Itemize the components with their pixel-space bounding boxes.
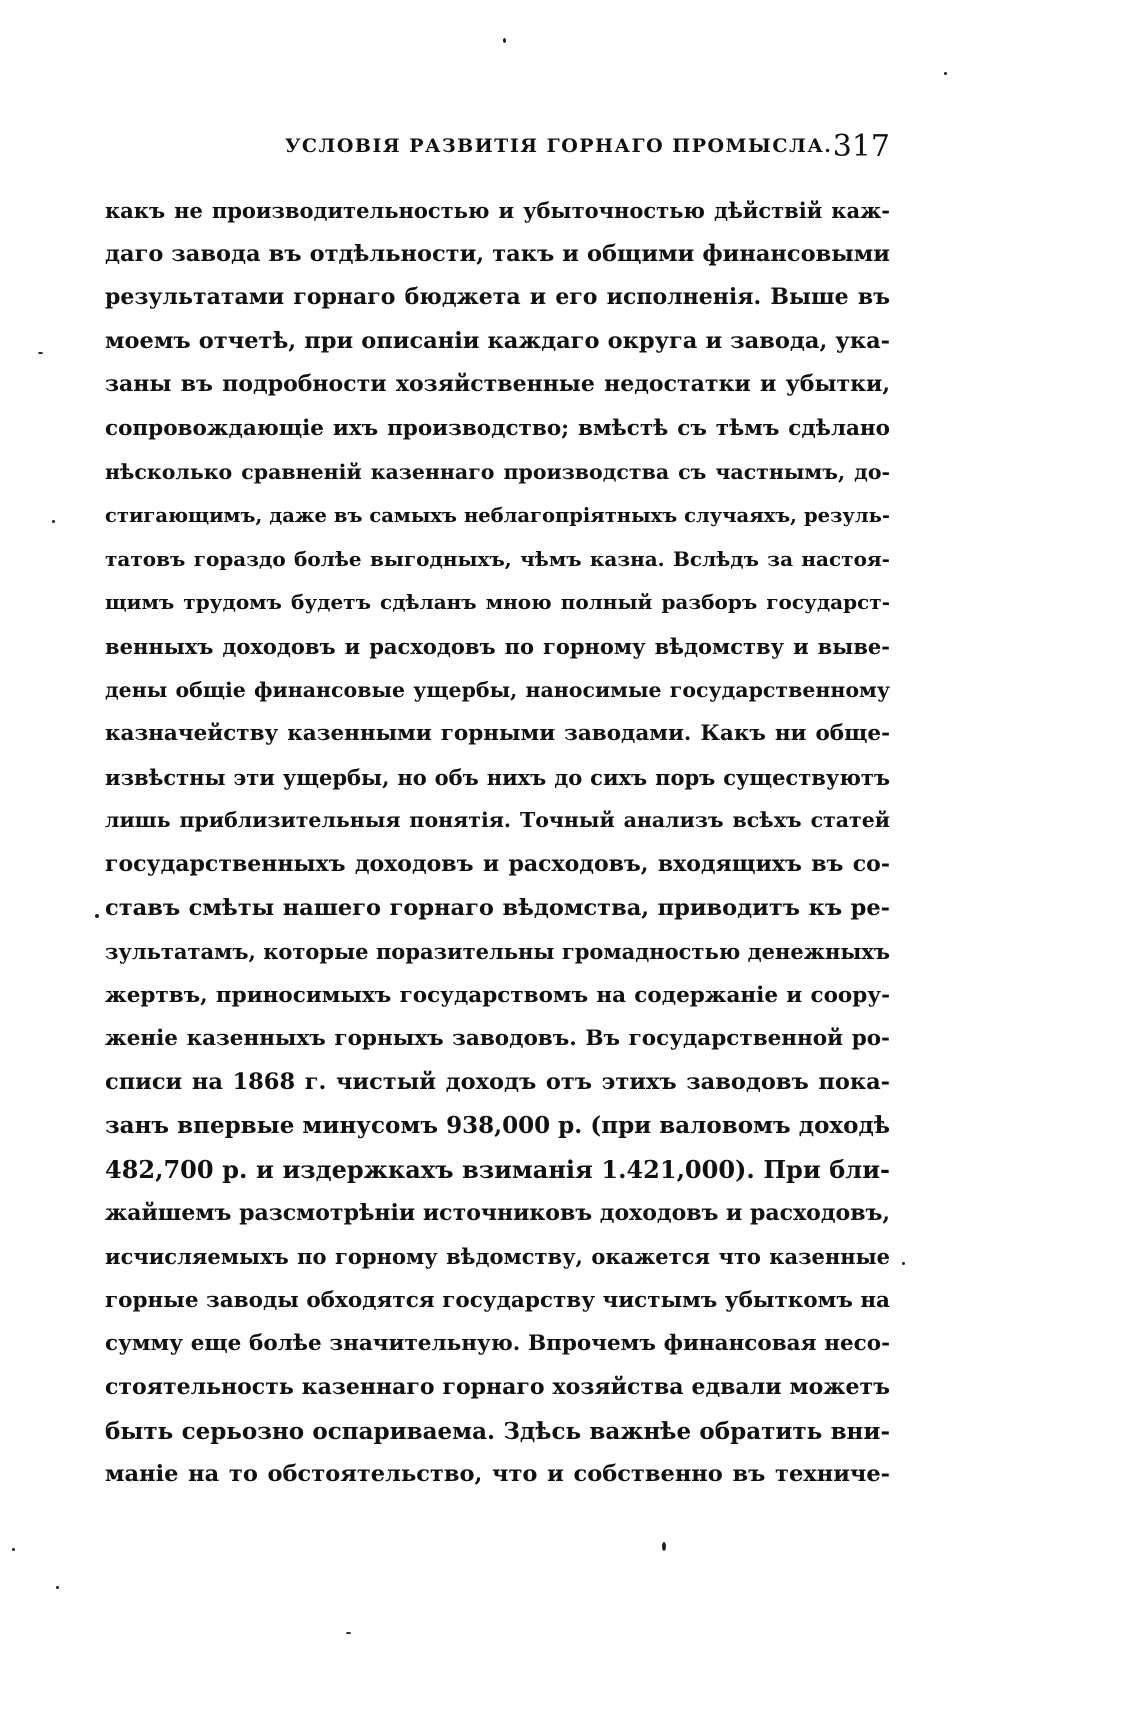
text-line: результатами горнаго бюджета и его исполненія. Выше въ <box>105 284 890 311</box>
text-line: горные заводы обходятся государству чистымъ убыткомъ на <box>105 1287 890 1313</box>
text-line: занъ впервые минусомъ 938,000 р. (при валовомъ доходѣ <box>105 1112 890 1140</box>
text-line: государственныхъ доходовъ и расходовъ, входящихъ въ со- <box>105 850 890 877</box>
text-line: венныхъ доходовъ и расходовъ по горному вѣдомству и выве- <box>105 633 890 659</box>
scan-speck <box>52 520 55 523</box>
scan-speck <box>944 72 947 75</box>
text-line: сумму еще болѣе значительную. Впрочемъ финансовая несо- <box>105 1331 890 1357</box>
text-line: женіе казенныхъ горныхъ заводовъ. Въ государственной ро- <box>105 1026 890 1052</box>
scan-speck <box>38 352 43 354</box>
scan-speck <box>662 1542 666 1551</box>
text-line: лишь приблизительныя понятія. Точный анализъ всѣхъ статей <box>105 808 890 833</box>
text-line: жертвъ, приносимыхъ государствомъ на содержаніе и соору- <box>105 982 890 1008</box>
text-line: татовъ гораздо болѣе выгодныхъ, чѣмъ казна. Вслѣдъ за настоя- <box>105 546 890 571</box>
text-line: извѣстны эти ущербы, но объ нихъ до сихъ поръ существуютъ <box>105 764 890 790</box>
text-line: 482,700 р. и издержкахъ взиманія 1.421,000). При бли- <box>105 1155 890 1185</box>
text-line: стигающимъ, даже въ самыхъ неблагопріятныхъ случаяхъ, резуль- <box>105 504 890 528</box>
running-title: УСЛОВІЯ РАЗВИТІЯ ГОРНАГО ПРОМЫСЛА. <box>285 135 833 157</box>
text-line: заны въ подробности хозяйственные недостатки и убытки, <box>105 371 890 398</box>
running-header <box>105 131 890 171</box>
text-line: быть серьозно оспариваема. Здѣсь важнѣе обратить вни- <box>105 1417 890 1445</box>
text-line: даго завода въ отдѣльности, такъ и общими финансовыми <box>105 240 890 267</box>
text-line: списи на 1868 г. чистый доходъ отъ этихъ заводовъ пока- <box>105 1068 890 1095</box>
text-line: какъ не производительностью и убыточностью дѣйствій каж- <box>105 198 890 223</box>
scan-speck <box>503 38 506 43</box>
text-line: маніе на то обстоятельство, что и собственно въ техниче- <box>105 1461 890 1488</box>
text-line: стоятельность казеннаго горнаго хозяйства едвали можетъ <box>105 1374 890 1401</box>
scan-speck <box>95 914 99 918</box>
scan-speck <box>902 1262 905 1265</box>
text-line: исчисляемыхъ по горному вѣдомству, окажется что казенные <box>105 1244 890 1270</box>
text-line: ставъ смѣты нашего горнаго вѣдомства, приводитъ къ ре- <box>105 894 890 921</box>
scan-speck <box>56 1586 59 1589</box>
text-line: дены общіе финансовые ущербы, наносимые государственному <box>105 677 890 702</box>
text-line: жайшемъ разсмотрѣніи источниковъ доходовъ и расходовъ, <box>105 1199 890 1226</box>
scan-speck <box>12 1548 15 1551</box>
text-line: казначейству казенными горными заводами. Какъ ни обще- <box>105 721 890 747</box>
text-line: нѣсколько сравненій казеннаго производства съ частнымъ, до- <box>105 459 890 484</box>
scan-speck <box>346 1632 351 1634</box>
text-line: сопровождающіе ихъ производство; вмѣстѣ съ тѣмъ сдѣлано <box>105 415 890 441</box>
text-line: моемъ отчетѣ, при описаніи каждаго округа и завода, ука- <box>105 327 890 354</box>
text-line: щимъ трудомъ будетъ сдѣланъ мною полный разборъ государст- <box>105 590 890 615</box>
text-line: зультатамъ, которые поразительны громадностью денежныхъ <box>105 939 890 965</box>
body-text <box>105 189 890 1497</box>
page-number: 317 <box>832 129 890 164</box>
